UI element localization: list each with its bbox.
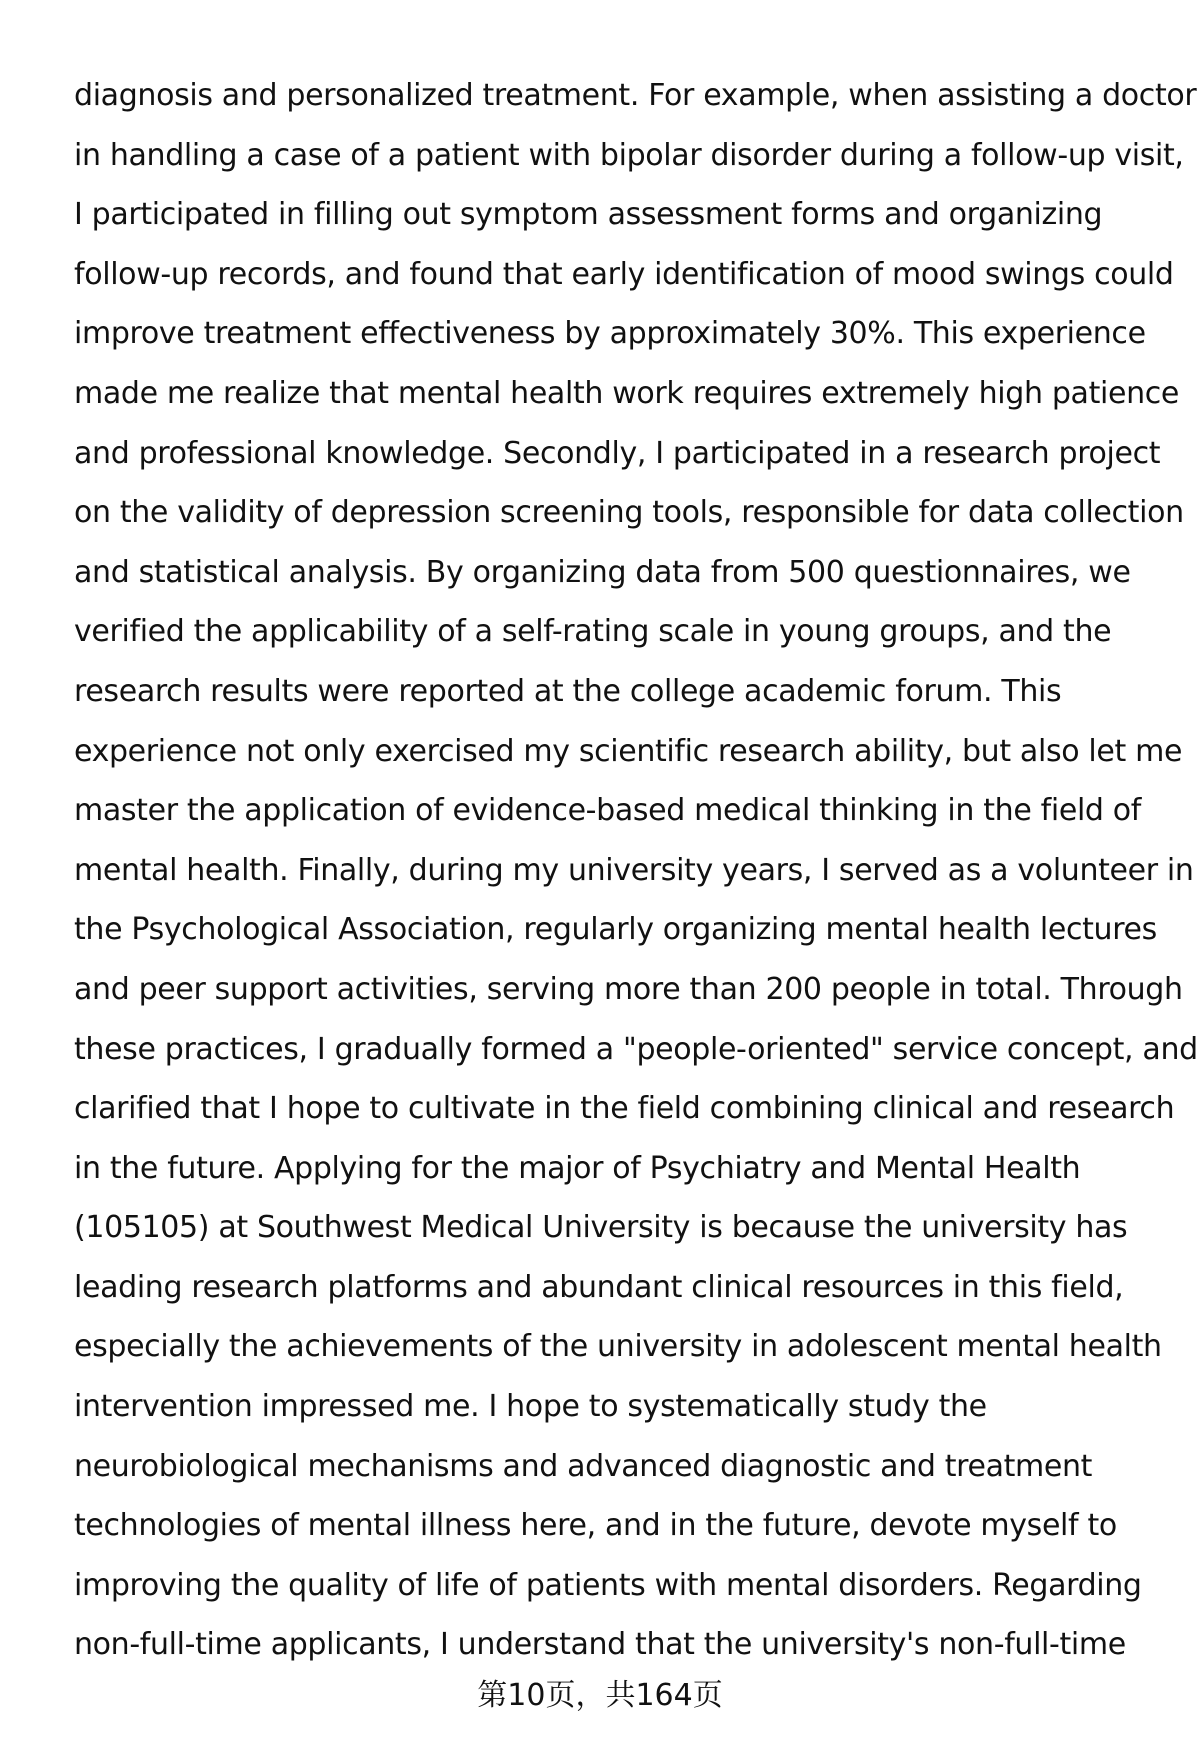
text-line: and peer support activities, serving more than 200 people in total. Through bbox=[74, 971, 1183, 1007]
text-line: I participated in filling out symptom assessment forms and organizing bbox=[74, 197, 1103, 233]
text-line: and statistical analysis. By organizing data from 500 questionnaires, we bbox=[74, 554, 1131, 590]
text-line: technologies of mental illness here, and in the future, devote myself to bbox=[74, 1508, 1117, 1544]
text-line: neurobiological mechanisms and advanced diagnostic and treatment bbox=[74, 1448, 1093, 1484]
text-line: improve treatment effectiveness by approximately 30%. This experience bbox=[74, 316, 1146, 352]
text-line: verified the applicability of a self-rating scale in young groups, and the bbox=[74, 614, 1112, 650]
text-line: non-full-time applicants, I understand that the university's non-full-time bbox=[74, 1627, 1126, 1663]
page-number: 第10页，共164页 bbox=[477, 1678, 723, 1713]
text-line: these practices, I gradually formed a "people-oriented" service concept, and bbox=[74, 1031, 1198, 1067]
text-line: research results were reported at the college academic forum. This bbox=[74, 673, 1062, 709]
text-line: diagnosis and personalized treatment. For example, when assisting a doctor bbox=[74, 78, 1197, 113]
document-body bbox=[74, 66, 1198, 1675]
text-line: experience not only exercised my scientific research ability, but also let me bbox=[74, 733, 1183, 769]
text-line: mental health. Finally, during my university years, I served as a volunteer in bbox=[74, 852, 1194, 888]
text-line: (105105) at Southwest Medical University is because the university has bbox=[74, 1210, 1128, 1246]
text-line: intervention impressed me. I hope to systematically study the bbox=[74, 1389, 987, 1425]
text-line: master the application of evidence-based medical thinking in the field of bbox=[74, 793, 1142, 829]
text-line: in the future. Applying for the major of Psychiatry and Mental Health bbox=[74, 1150, 1081, 1186]
text-line: especially the achievements of the university in adolescent mental health bbox=[74, 1329, 1162, 1365]
text-line: improving the quality of life of patients with mental disorders. Regarding bbox=[74, 1567, 1142, 1603]
text-line: on the validity of depression screening tools, responsible for data collection bbox=[74, 495, 1184, 531]
text-line: follow-up records, and found that early identification of mood swings could bbox=[74, 256, 1174, 292]
text-line: the Psychological Association, regularly organizing mental health lectures bbox=[74, 912, 1157, 948]
text-line: clarified that I hope to cultivate in the field combining clinical and research bbox=[74, 1091, 1175, 1127]
text-line: and professional knowledge. Secondly, I participated in a research project bbox=[74, 435, 1161, 471]
text-line: in handling a case of a patient with bipolar disorder during a follow-up visit, bbox=[74, 137, 1184, 173]
text-line: leading research platforms and abundant clinical resources in this field, bbox=[74, 1269, 1124, 1305]
text-line: made me realize that mental health work requires extremely high patience bbox=[74, 375, 1179, 411]
